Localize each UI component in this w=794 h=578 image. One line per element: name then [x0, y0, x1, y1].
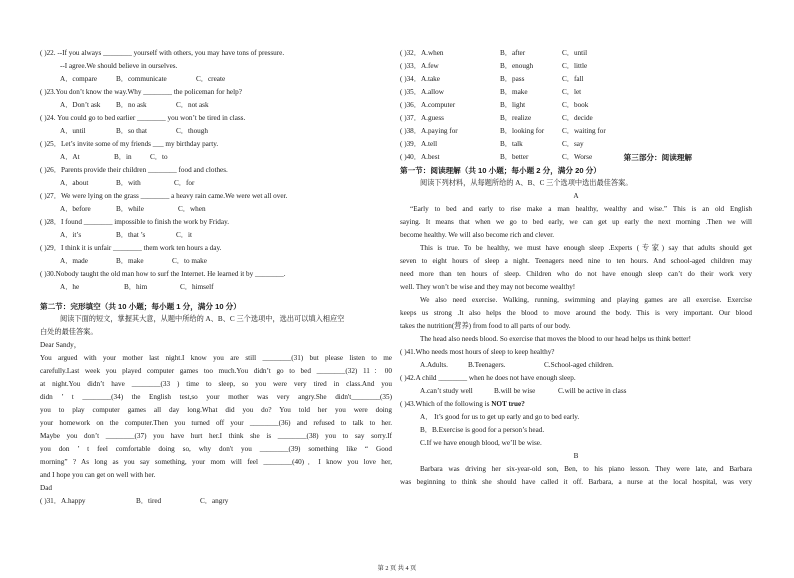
option-a: ( )35．A.allow [400, 88, 444, 96]
option-c: C．for [174, 179, 195, 187]
question-30-stem: ( )30.Nobody taught the old man how to surf the Internet. He learned it by ________. [40, 270, 286, 278]
passage-a-line: saying. It means that when we go to bed early, we can get up early the next morning .Then we will [400, 218, 752, 226]
option-a: A．Don’t ask [60, 101, 101, 109]
question-31-options [40, 495, 392, 508]
option-c: C．fall [562, 75, 584, 83]
option-b: B．no ask [116, 101, 147, 109]
option-a: A．compare [60, 75, 98, 83]
question-41-options [400, 359, 752, 372]
passage-b-line: was beginning to think she should have called it off. Barbara, a nurse at the local hospital, was very [400, 478, 752, 486]
option-c: C．to [150, 153, 168, 161]
question-23-options [40, 99, 392, 112]
option-c: C．to make [172, 257, 207, 265]
option-a: ( )36．A.computer [400, 101, 456, 109]
passage-a-line: become healthy. We will also become rich and clever. [400, 231, 555, 239]
question-25-stem: ( )25．Let’s invite some of my friends ___ my birthday party. [40, 140, 219, 148]
letter-line: and I hope you can get on well with her. [40, 471, 156, 479]
part-three-heading: 第三部分：阅读理解 [623, 153, 692, 162]
question-27-stem: ( )27．We were lying on the grass ________ a heavy rain came.We were wet all over. [40, 192, 288, 200]
question-22-options [40, 73, 392, 86]
letter-line: Maybe you don’t ________(37) you have hurt her.I think she is ________(38) you to say sorry.If [40, 432, 392, 440]
passage-b-label: B [573, 452, 579, 460]
option-a: A.Adults. [420, 361, 448, 369]
question-30-options [40, 281, 392, 294]
option-a: ( )33．A.few [400, 62, 439, 70]
option-a: ( )39．A.tell [400, 140, 438, 148]
question-42-stem: ( )42.A child ________ when he does not have enough sleep. [400, 374, 576, 382]
question-41-stem: ( )41.Who needs most hours of sleep to keep healthy? [400, 348, 555, 356]
option-a: ( )34．A.take [400, 75, 440, 83]
option-b: B．tired [136, 497, 162, 505]
letter-line: didn ’ t ________(34) the English test,so your mother was very angry.She didn't________(35) [40, 393, 392, 401]
cloze-instructions-line2: 白处的最佳答案。 [40, 328, 98, 336]
option-b: B．enough [500, 62, 534, 70]
option-b: B．in [114, 153, 132, 161]
passage-a-line: This is true. To be healthy, we must have enough sleep .Experts (专家) say that adults should get [420, 244, 752, 252]
option-c: C．decide [562, 114, 593, 122]
option-c: C．until [562, 49, 588, 57]
passage-a-label: A [573, 192, 579, 200]
question-23-stem: ( )23.You don’t know the way.Why ________ the policeman for help? [40, 88, 242, 96]
question-43-stem-text: ( )43.Which of the following is [400, 400, 492, 408]
option-a: ( )40．A.best [400, 153, 440, 161]
question-29-options [40, 255, 392, 268]
option-b: B．so that [116, 127, 147, 135]
reading-instructions: 阅读下列材料，从每题所给的 A、B、C 三个选项中选出最佳答案。 [420, 179, 633, 187]
question-27-options [40, 203, 392, 216]
question-22-stem: ( )22. --If you always ________ yourself with others, you may have tons of pressure. [40, 49, 285, 57]
option-c: C．angry [200, 497, 229, 505]
option-a: ( )32．A.when [400, 49, 444, 57]
letter-line: You argued with your mother last night.I know you are still ________(31) but please listen to me [40, 354, 392, 362]
option-c: C．say [562, 140, 584, 148]
option-c: C．book [562, 101, 589, 109]
passage-a-line: well. They won’t be wise and they may not become wealthy! [400, 283, 576, 291]
option-b: B．make [116, 257, 144, 265]
option-b: B．after [500, 49, 526, 57]
passage-b-line: Barbara was driving her six-year-old son, Ben, to his piano lesson. They were late, and Barbara [420, 465, 752, 473]
option-b: B．looking for [500, 127, 545, 135]
option-b: B.Teenagers. [468, 361, 506, 369]
option-b: B．make [500, 88, 528, 96]
question-24-options [40, 125, 392, 138]
option-b: B．realize [500, 114, 532, 122]
option-b: B．while [116, 205, 144, 213]
reading-section-heading: 第一节：阅读理解（共 10 小题；每小题 2 分，满分 20 分） [400, 166, 601, 175]
cloze-options-36 [400, 99, 752, 112]
option-c: C．waiting for [562, 127, 606, 135]
question-31-option-a: ( )31．A.happy [40, 497, 86, 505]
option-a: ( )37．A.guess [400, 114, 444, 122]
question-25-options [40, 151, 392, 164]
question-43-option-c: C.If we have enough blood, we’ll be wise. [420, 439, 542, 447]
option-c: C.School-aged children. [544, 361, 614, 369]
option-b: B．that ’s [116, 231, 146, 239]
option-c: C．create [196, 75, 226, 83]
letter-line: your homework on the computer.Then you turned off your ________(36) and refused to talk to her. [40, 419, 392, 427]
option-c: C．though [176, 127, 208, 135]
letter-line: you to play computer games all day long.What did you do? You told her you were doing [40, 406, 392, 414]
cloze-options-34 [400, 73, 752, 86]
option-a: A．until [60, 127, 86, 135]
passage-a-line: seven to eight hours of sleep a night. Teenagers need nine to ten hours. And school-aged children may [400, 257, 752, 265]
passage-a-line: “Early to bed and early to rise make a man healthy, wealthy and wise.” This is an old English [410, 205, 752, 213]
letter-signoff: Dad [40, 484, 52, 492]
letter-line: carefully.Last week you played computer games too much.You didn’t go to bed ________(32) 11：00 [40, 367, 392, 375]
option-b: B．communicate [116, 75, 167, 83]
passage-a-line: We also need exercise. Walking, running, swimming and playing games are all exercise. Exercise [420, 296, 752, 304]
option-c: C．it [176, 231, 192, 239]
option-b: B．him [124, 283, 148, 291]
option-b: B．light [500, 101, 526, 109]
passage-a-line: takes the nutrition(营养) from food to all parts of our body. [400, 322, 571, 330]
option-b: B．with [116, 179, 141, 187]
passage-a-line: The head also needs blood. So exercise that moves the blood to our head helps us think better! [420, 335, 692, 343]
option-a: A．before [60, 205, 91, 213]
passage-a-line: need more than ten hours of sleep. Children who do not have enough sleep can’t do their work very [400, 270, 752, 278]
letter-line: morning” ? As long as you say something, your mom will feel ________(40)．I know you love her, [40, 458, 392, 466]
left-column [40, 47, 392, 508]
question-29-stem: ( )29．I think it is unfair ________ them work ten hours a day. [40, 244, 222, 252]
cloze-options-38 [400, 125, 752, 138]
question-42-options [400, 385, 752, 398]
question-26-stem: ( )26．Parents provide their children ________ food and clothes. [40, 166, 228, 174]
option-a: ( )38．A.paying for [400, 127, 458, 135]
letter-greeting: Dear Sandy， [40, 341, 81, 349]
letter-line: you don ’ t feel comfortable doing so, why don't you ________(39) something like “ Good [40, 445, 392, 453]
option-a: A．he [60, 283, 80, 291]
option-c: C．himself [180, 283, 214, 291]
question-43-stem [400, 398, 752, 411]
cloze-options-32 [400, 47, 752, 60]
question-28-stem: ( )28．I found ________ impossible to finish the work by Friday. [40, 218, 229, 226]
cloze-section-heading: 第二节：完形填空（共 10 小题；每小题 1 分，满分 10 分） [40, 302, 241, 311]
right-column [400, 47, 752, 489]
option-c: C．when [178, 205, 206, 213]
option-a: A．about [60, 179, 89, 187]
option-a: A．At [60, 153, 80, 161]
cloze-options-35 [400, 86, 752, 99]
question-43-option-b: B．B.Exercise is good for a person’s head. [420, 426, 545, 434]
question-26-options [40, 177, 392, 190]
option-c: C．Worse [562, 153, 593, 161]
option-a: A．made [60, 257, 88, 265]
cloze-options-37 [400, 112, 752, 125]
option-b: B．talk [500, 140, 523, 148]
question-43-option-a: A． It’s good for us to get up early and go to bed early. [420, 413, 580, 421]
letter-line: at night.You didn’t have ________(33 ) time to sleep, so you were very tired in class.And you [40, 380, 392, 388]
page-footer: 第 2 页 共 4 页 [377, 565, 417, 572]
option-b: B．better [500, 153, 529, 161]
option-a: A.can’t study well [420, 387, 473, 395]
cloze-options-39 [400, 138, 752, 151]
option-b: B．pass [500, 75, 525, 83]
option-a: A．it’s [60, 231, 82, 239]
cloze-instructions-line1: 阅读下面的短文，掌握其大意，从题中所给的 A、B、C 三个选项中，选出可以填入相应空 [60, 315, 345, 323]
option-b: B.will be wise [494, 387, 536, 395]
question-43-emphasis: NOT true? [491, 400, 525, 408]
cloze-options-33 [400, 60, 752, 73]
option-c: C.will be active in class [558, 387, 627, 395]
option-c: C．not ask [176, 101, 209, 109]
question-28-options [40, 229, 392, 242]
passage-a-line: keeps us strong .It also helps the blood to move around the body. This is very important. Our blood [400, 309, 752, 317]
option-c: C．let [562, 88, 582, 96]
question-22-reply: --I agree.We should believe in ourselves. [60, 62, 178, 70]
option-c: C．little [562, 62, 588, 70]
question-24-stem: ( )24. You could go to bed earlier ________ you won’t be tired in class. [40, 114, 246, 122]
